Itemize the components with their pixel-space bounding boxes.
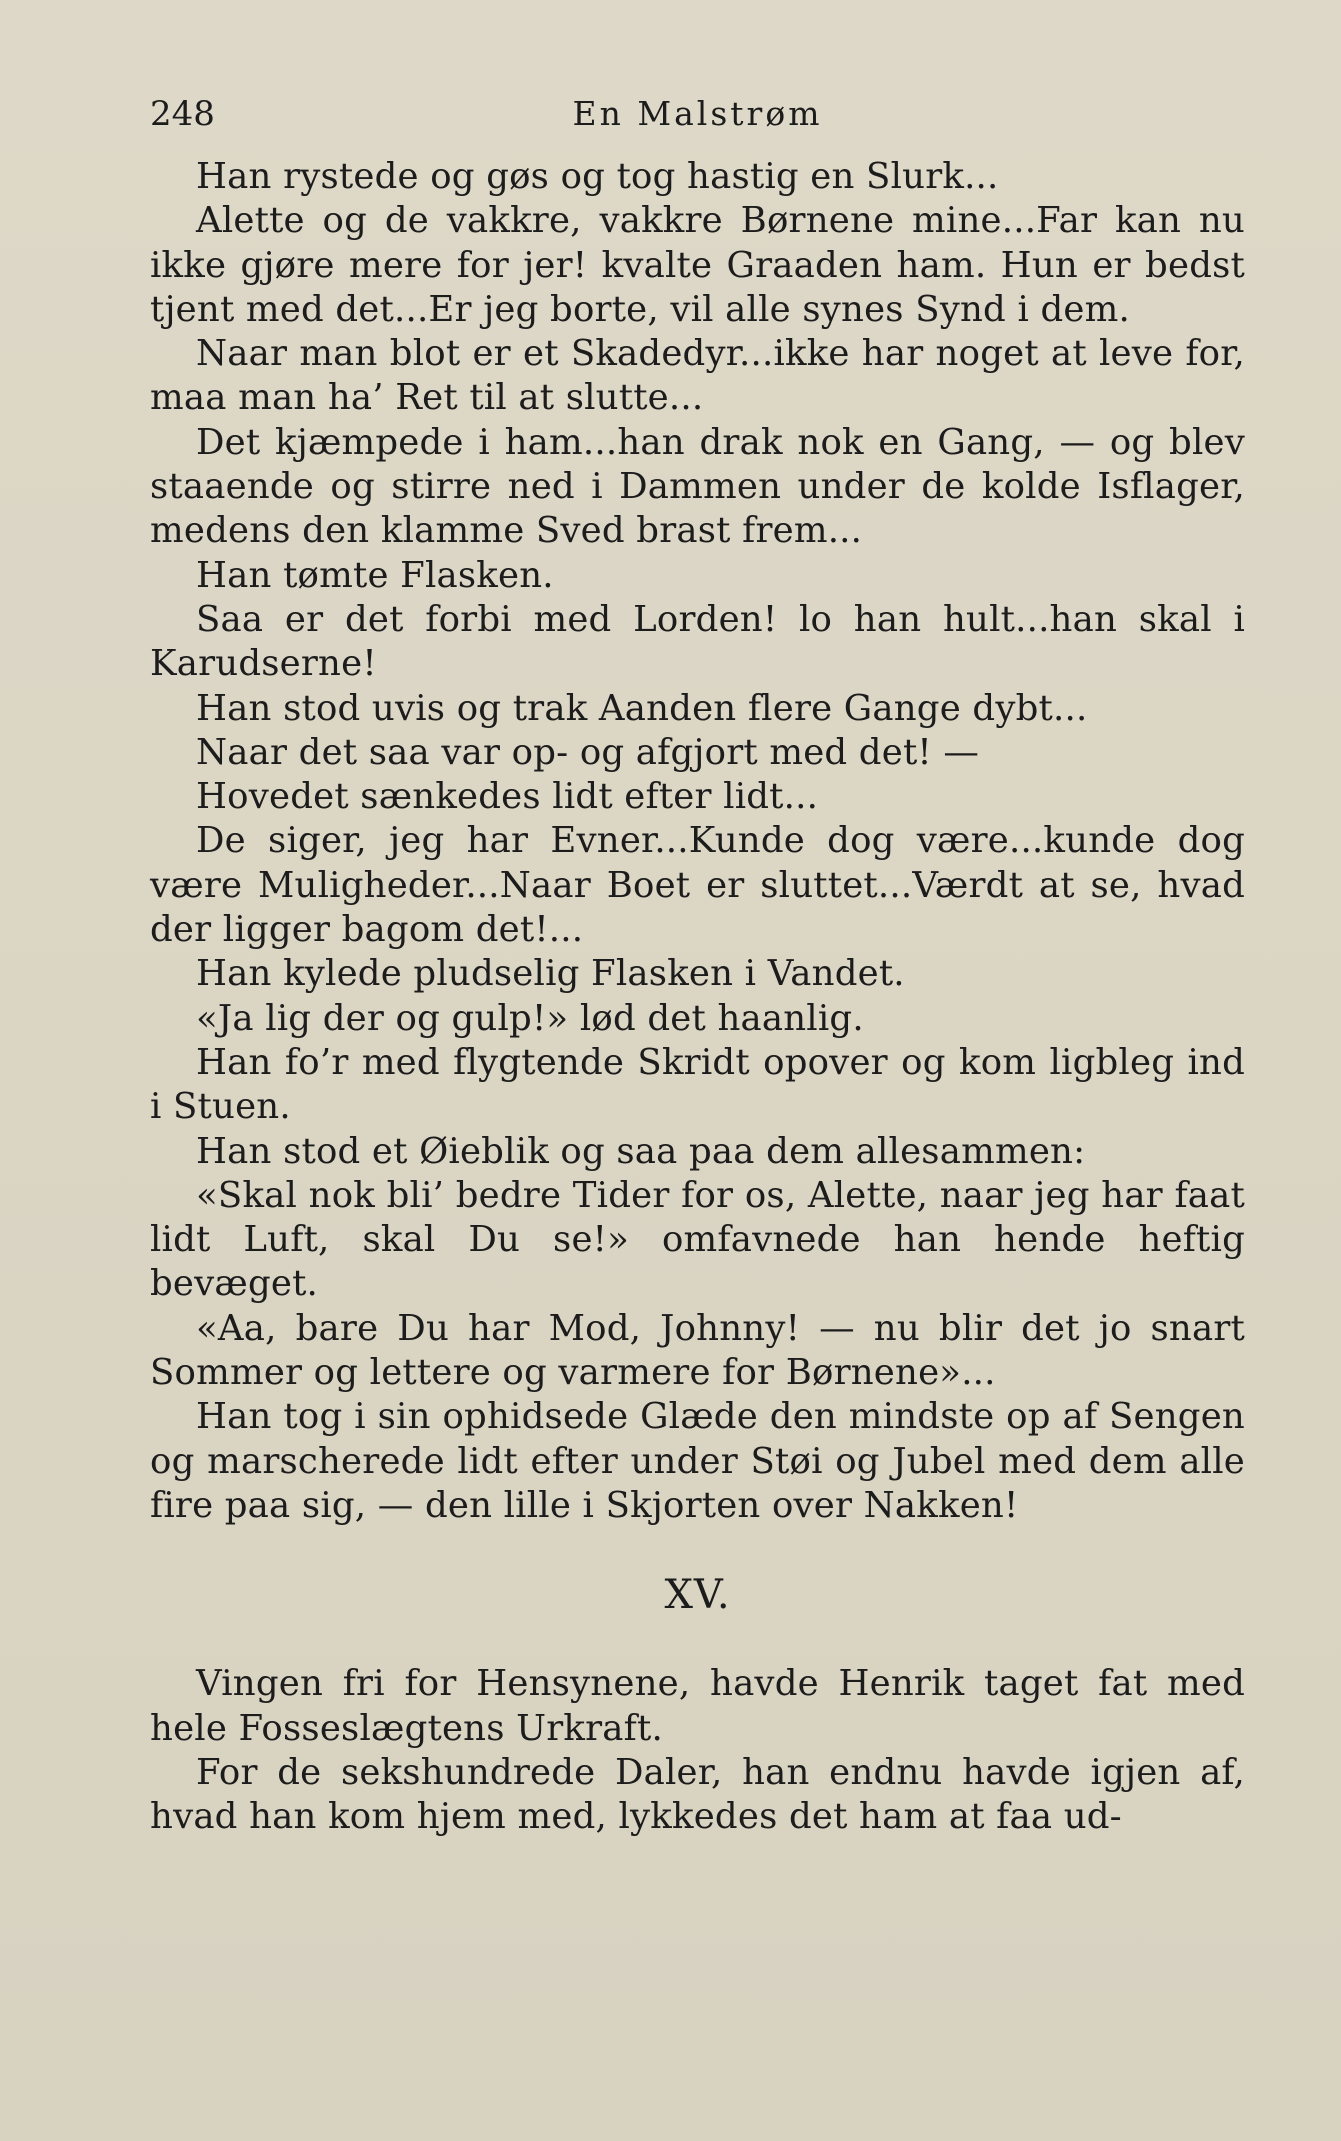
paragraph: Han fo’r med flygtende Skridt opover og kom ligbleg ind i Stuen. — [150, 1041, 1245, 1128]
paragraph: Han stod uvis og trak Aanden flere Gange dybt... — [196, 687, 1088, 729]
body-text — [150, 155, 1245, 1839]
paragraph: De siger, jeg har Evner...Kunde dog være...kunde dog være Muligheder...Naar Boet er sluttet...Værdt at se, hvad der ligger bagom det!... — [150, 820, 1245, 951]
paragraph: Det kjæmpede i ham...han drak nok en Gang, — og blev staaende og stirre ned i Dammen under de kolde Isflager, medens den klamme Sved brast frem... — [150, 421, 1245, 552]
page-number: 248 — [150, 94, 215, 134]
paragraph: Hovedet sænkedes lidt efter lidt... — [196, 776, 819, 818]
paragraph: Han tømte Flasken. — [196, 554, 554, 596]
paragraph: Han stod et Øieblik og saa paa dem allesammen: — [196, 1130, 1086, 1172]
paragraph: Vingen fri for Hensynene, havde Henrik taget fat med hele Fosseslægtens Urkraft. — [150, 1663, 1245, 1749]
paragraph: Naar man blot er et Skadedyr...ikke har noget at leve for, maa man ha’ Ret til at slutte... — [150, 333, 1245, 419]
paragraph: Naar det saa var op- og afgjort med det! — — [196, 731, 980, 773]
paragraph: «Aa, bare Du har Mod, Johnny! — nu blir det jo snart Sommer og lettere og varmere for Børnene»... — [150, 1307, 1245, 1394]
running-title: En Malstrøm — [572, 94, 823, 133]
paragraph: For de sekshundrede Daler, han endnu havde igjen af, hvad han kom hjem med, lykkedes det ham at faa ud- — [150, 1751, 1245, 1838]
chapter-heading: XV. — [664, 1572, 731, 1619]
paragraph: Han kylede pludselig Flasken i Vandet. — [196, 953, 905, 995]
paragraph: «Skal nok bli’ bedre Tider for os, Alette, naar jeg har faat lidt Luft, skal Du se!» omfavnede han hende heftig bevæget. — [150, 1174, 1245, 1305]
paragraph: Saa er det forbi med Lorden! lo han hult...han skal i Karudserne! — [150, 598, 1245, 685]
page-header — [150, 92, 1245, 142]
paragraph: Han rystede og gøs og tog hastig en Slurk... — [196, 156, 999, 197]
paragraph: «Ja lig der og gulp!» lød det haanlig. — [196, 997, 864, 1039]
paragraph: Alette og de vakkre, vakkre Børnene mine...Far kan nu ikke gjøre mere for jer! kvalte Graaden ham. Hun er bedst tjent med det...Er jeg borte, vil alle synes Synd i dem. — [150, 200, 1245, 330]
paragraph: Han tog i sin ophidsede Glæde den mindste op af Sengen og marscherede lidt efter under Støi og Jubel med dem alle fire paa sig, — den lille i Skjorten over Nakken! — [150, 1396, 1245, 1526]
